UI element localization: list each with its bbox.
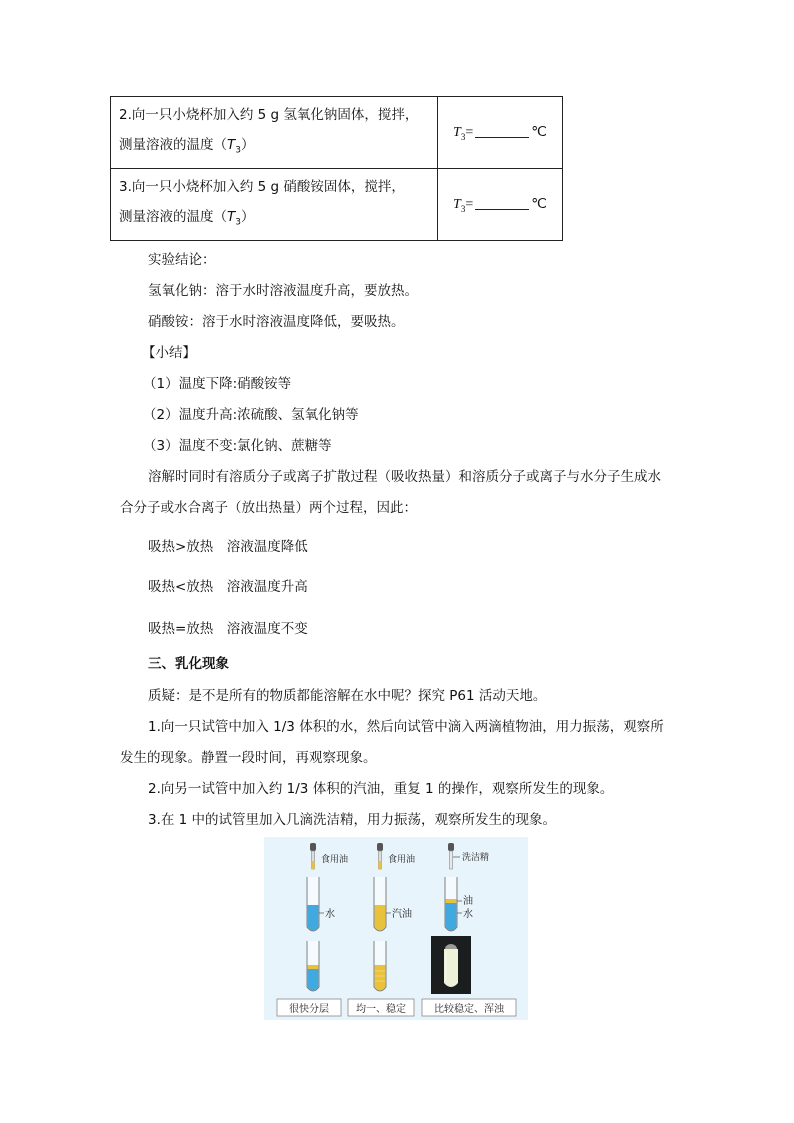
- paragraph-line: 合分子或水合离子（放出热量）两个过程，因此：: [120, 500, 417, 516]
- summary-item: （3）温度不变:氯化钠、蔗糖等: [143, 438, 332, 454]
- step-line: 1.向一只试管中加入 1/3 体积的水，然后向试管中滴入两滴植物油，用力振荡，观察所: [148, 719, 664, 735]
- celsius-unit: ℃: [531, 125, 547, 141]
- test-tube-oil-water: [445, 877, 457, 931]
- procedure-text: ）: [240, 208, 255, 225]
- table-row: [111, 97, 563, 169]
- emulsion-experiment-figure: [264, 837, 528, 1020]
- relation-line: 吸热>放热 溶液温度降低: [148, 539, 308, 555]
- table-cell-procedure: [111, 97, 438, 169]
- tube-label: 水: [463, 909, 473, 920]
- table-cell-answer: [438, 97, 563, 169]
- procedure-line: [119, 202, 429, 238]
- result-label: 比较稳定、浑浊: [434, 1004, 504, 1015]
- equals-sign: =: [465, 197, 474, 213]
- result-label: 很快分层: [289, 1004, 329, 1015]
- procedure-text: 测量溶液的温度（: [119, 136, 227, 153]
- dropper-label: 洗洁精: [462, 853, 490, 863]
- test-tube-gasoline: [374, 877, 386, 931]
- temperature-symbol: T: [227, 136, 236, 153]
- temperature-subscript: 3: [235, 145, 241, 156]
- conclusion-title: 实验结论：: [148, 252, 216, 268]
- test-tube-water: [307, 877, 319, 931]
- figure-illustration: [264, 837, 528, 1020]
- step-line: 3.在 1 中的试管里加入几滴洗洁精，用力振荡，观察所发生的现象。: [148, 812, 557, 828]
- table-cell-answer: [438, 169, 563, 241]
- procedure-line: [119, 130, 429, 166]
- answer-blank: [475, 195, 529, 210]
- tube-label: 油: [463, 896, 473, 907]
- tube-label: 汽油: [392, 909, 412, 920]
- paragraph-line: 溶解时同时有溶质分子或离子扩散过程（吸收热量）和溶质分子或离子与水分子生成水: [148, 469, 661, 485]
- question-line: 质疑：是不是所有的物质都能溶解在水中呢？探究 P61 活动天地。: [148, 688, 547, 704]
- result-label: 均一、稳定: [356, 1004, 406, 1015]
- table-cell-procedure: [111, 169, 438, 241]
- temperature-subscript: 3: [235, 217, 241, 228]
- experiment-table: [110, 96, 563, 241]
- celsius-unit: ℃: [531, 197, 547, 213]
- test-tube-uniform: [374, 941, 386, 991]
- conclusion-naoh: 氢氧化钠：溶于水时溶液温度升高，要放热。: [148, 283, 418, 299]
- section-heading: 三、乳化现象: [148, 656, 229, 672]
- emulsion-photo: [431, 936, 471, 994]
- temperature-subscript: 3: [460, 203, 466, 214]
- equals-sign: =: [465, 125, 474, 141]
- answer-blank: [475, 123, 529, 138]
- summary-item: （2）温度升高:浓硫酸、氢氧化钠等: [143, 407, 359, 423]
- temperature-symbol: T: [453, 125, 461, 141]
- conclusion-nh4no3: 硝酸铵：溶于水时溶液温度降低，要吸热。: [148, 314, 405, 330]
- temperature-symbol: T: [453, 197, 461, 213]
- procedure-line: 3.向一只小烧杯加入约 5 g 硝酸铵固体，搅拌，: [119, 178, 405, 195]
- step-line: 2.向另一试管中加入约 1/3 体积的汽油，重复 1 的操作，观察所发生的现象。: [148, 781, 614, 797]
- table-row: [111, 169, 563, 241]
- dropper-label: 食用油: [321, 855, 349, 865]
- procedure-line: 2.向一只小烧杯加入约 5 g 氢氧化钠固体，搅拌，: [119, 106, 419, 123]
- tube-label: 水: [325, 909, 335, 920]
- temperature-subscript: 3: [460, 131, 466, 142]
- summary-title: 【小结】: [142, 345, 196, 361]
- dropper-label: 食用油: [388, 855, 416, 865]
- relation-line: 吸热<放热 溶液温度升高: [148, 579, 308, 595]
- procedure-text: ）: [240, 136, 255, 153]
- test-tube-layered: [307, 941, 319, 991]
- relation-line: 吸热=放热 溶液温度不变: [148, 621, 308, 637]
- step-line: 发生的现象。静置一段时间，再观察现象。: [120, 750, 377, 766]
- summary-item: （1）温度下降:硝酸铵等: [143, 376, 292, 392]
- procedure-text: 测量溶液的温度（: [119, 208, 227, 225]
- temperature-symbol: T: [227, 208, 236, 225]
